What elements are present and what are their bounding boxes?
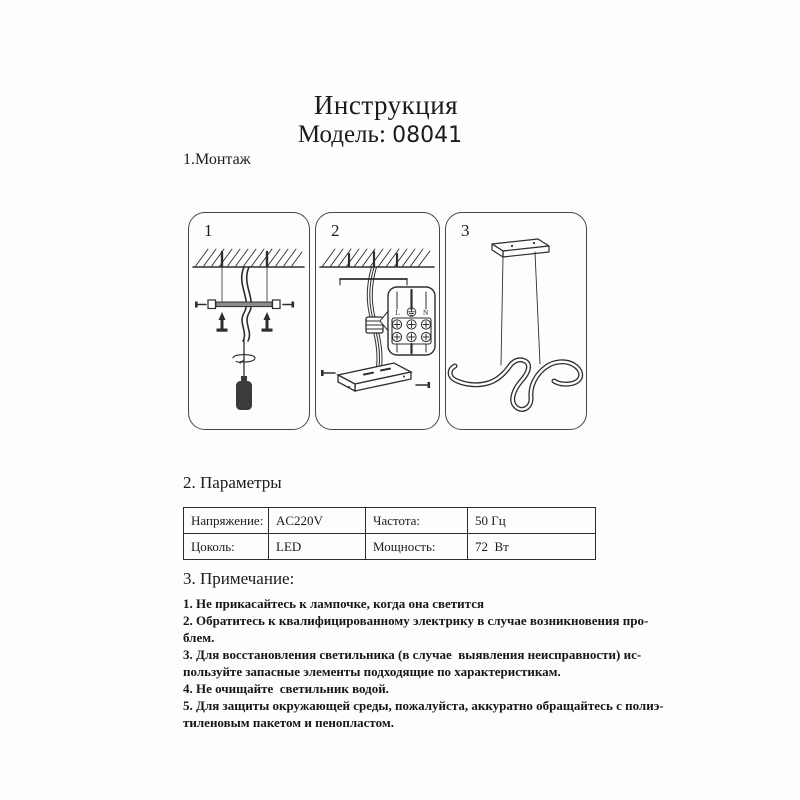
note-line: тиленовым пакетом и пенопластом.: [183, 715, 394, 730]
table-row: [184, 508, 596, 534]
mounting-bracket: [208, 300, 280, 309]
terminal-block: [366, 317, 383, 333]
param-voltage-label: Напряжение:: [184, 508, 269, 534]
note-line: 2. Обратитесь к квалифицированному электрику в случае возникновения про-: [183, 613, 649, 628]
note-line: пользуйте запасные элементы подходящие по характеристикам.: [183, 664, 561, 679]
note-line: блем.: [183, 630, 215, 645]
pendant-lamp-tube: [450, 360, 581, 410]
ceiling-hatch: [193, 249, 304, 267]
earth-icon: [407, 308, 416, 317]
canopy-base: [338, 363, 411, 391]
screwdriver-icon: [233, 339, 255, 410]
section-heading-params: 2. Параметры: [183, 473, 282, 492]
notes-list: [183, 595, 664, 731]
param-power-label: Мощность:: [366, 534, 468, 560]
note-line: 3. Для восстановления светильника (в случае выявления неисправности) ис-: [183, 647, 642, 662]
step-2-number: 2: [331, 221, 340, 240]
param-voltage-value: AC220V: [269, 508, 366, 534]
terminal-label-l: L: [395, 308, 400, 317]
section-heading-montazh: 1.Монтаж: [183, 151, 251, 168]
param-power-value: 72 Вт: [468, 534, 596, 560]
ceiling-plate: [492, 239, 549, 257]
page-title: Инструкция: [313, 90, 459, 120]
model-label: Модель:: [297, 121, 386, 148]
param-frequency-value: 50 Гц: [468, 508, 596, 534]
fixing-screws-up: [217, 312, 273, 332]
step-2-panel: [315, 212, 440, 430]
installation-steps: [188, 212, 587, 430]
param-frequency-label: Частота:: [366, 508, 468, 534]
terminal-label-n: N: [423, 308, 429, 317]
step-1-number: 1: [204, 221, 213, 240]
step-2-illustration: [316, 213, 438, 428]
model-number: 08041: [392, 123, 463, 148]
suspension-wires: [501, 252, 540, 365]
terminal-detail-callout: [380, 287, 435, 355]
step-1-illustration: [189, 213, 308, 428]
step-3-number: 3: [461, 221, 470, 240]
param-socket-value: LED: [269, 534, 366, 560]
section-heading-notes: 3. Примечание:: [183, 569, 295, 588]
note-line: 1. Не прикасайтесь к лампочке, когда она светится: [183, 596, 484, 611]
ceiling-hatch: [320, 249, 434, 267]
note-line: 4. Не очищайте светильник водой.: [183, 681, 389, 696]
model-line: [180, 121, 580, 149]
parameters-table: [183, 507, 596, 560]
param-socket-label: Цоколь:: [184, 534, 269, 560]
table-row: [184, 534, 596, 560]
step-3-panel: [445, 212, 587, 430]
step-3-illustration: [446, 213, 585, 428]
note-line: 5. Для защиты окружающей среды, пожалуйста, аккуратно обращайтесь с полиэ-: [183, 698, 664, 713]
step-1-panel: [188, 212, 310, 430]
